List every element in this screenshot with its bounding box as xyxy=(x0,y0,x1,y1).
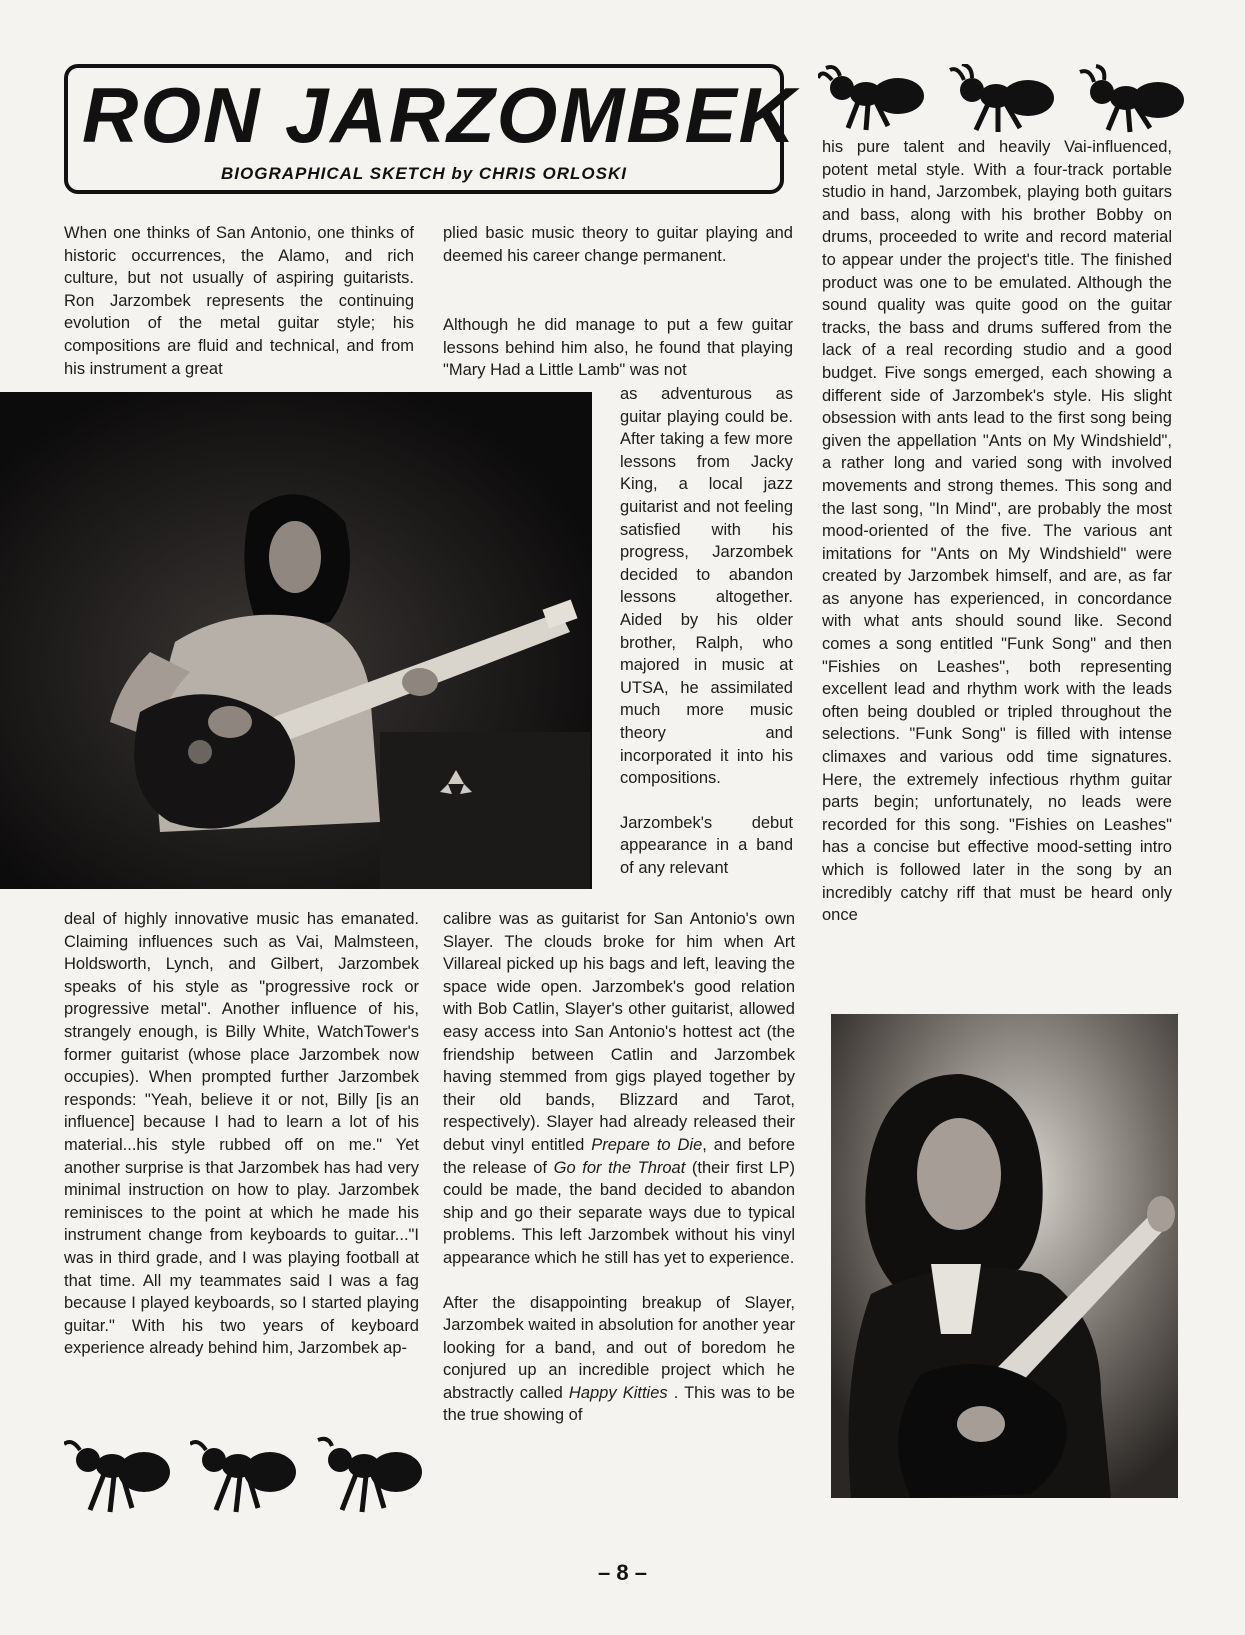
album-title-1: Prepare to Die xyxy=(591,1135,703,1154)
ant-icon xyxy=(948,64,1058,134)
col2-paragraph-1: plied basic music theory to guitar playing and deemed his career change permanent. xyxy=(443,224,793,265)
col2-paragraph-6: After the disappointing breakup of Slayer, Jarzombek waited in absolution for another year looking for a band, and out of boredom he conjured up an incredible project which he abstractly called Happy Kitties . This was to be the true showing of xyxy=(443,1293,795,1425)
col2-paragraph-4: Jarzombek's debut appearance in a band of any relevant xyxy=(620,813,793,877)
col2-narrow xyxy=(620,383,793,879)
ants-bottom xyxy=(64,1436,426,1516)
ant-icon xyxy=(64,1436,174,1516)
ant-icon xyxy=(818,64,928,134)
ant-icon xyxy=(190,1436,300,1516)
col2-top xyxy=(443,222,793,382)
page-title: RON JARZOMBEK xyxy=(82,71,798,159)
page-number: – 8 – xyxy=(598,1560,647,1585)
col2-paragraph-5: calibre was as guitarist for San Antonio's own Slayer. The clouds broke for him when Art Villareal picked up his bags and left, leaving the space wide open. Jarzombek's good relation with Bob Catlin, Slayer's other guitarist, allowed easy access into San Antonio's hottest act (the friendship between Catlin and Jarzombek having stemmed from gigs played together by their old bands, Blizzard and Tarot, respectively). Slayer had already released their debut vinyl entitled Prepare to Die, and before the release of Go for the Throat (their first LP) could be made, the band decided to abandon ship and go their separate ways due to typical problems. This left Jarzombek without his vinyl appearance which he still has yet to experience. xyxy=(443,910,795,1267)
ant-icon xyxy=(316,1436,426,1516)
byline: BIOGRAPHICAL SKETCH by CHRIS ORLOSKI xyxy=(221,164,627,183)
col3-text: his pure talent and heavily Vai-influenced, potent metal style. With a four-track portable studio in hand, Jarzombek, playing both guitars and bass, along with his brother Bobby on drums, proceeded to write and record material to appear under the project's title. The finished product was one to be emulated. Although the sound quality was quite good on the guitar tracks, the bass and drums suffered from the lack of a real recording studio and a good budget. Five songs emerged, each showing a different side of Jarzombek's style. His slight obsession with ants lead to the first song being given the appellation "Ants on My Windshield", a rather long and varied song with involved movements and strong themes. This song and the last song, "In Mind", are probably the most mood-oriented of the five. The various ant imitations for "Ants on My Windshield" were created by Jarzombek himself, and are, as far as anyone has experienced, in concordance with what ants should sound like. Second comes a song entitled "Funk Song" and then "Fishies on Leashes", both representing excellent lead and rhythm work with the leads often being doubled or tripled throughout the selections. "Funk Song" is filled with intense climaxes and various odd time signatures. Here, the extremely infectious rhythm guitar parts begin; unfortunately, no leads were recorded for this song. "Fishies on Leashes" has a concise but effective mood-setting intro which is followed later in the song by an incredibly catchy riff that must be heard only once xyxy=(822,138,1172,925)
ant-icon xyxy=(1078,64,1188,134)
col1-top-text: When one thinks of San Antonio, one thinks of historic occurrences, the Alamo, and rich culture, but not usually of aspiring guitarists. Ron Jarzombek represents the continuing evolution of the metal guitar style; his compositions are fluid and technical, and from his instrument a great xyxy=(64,224,414,378)
ants-top xyxy=(818,64,1188,134)
portrait-photo xyxy=(831,1014,1178,1498)
concert-photo xyxy=(0,392,592,889)
album-title-2: Go for the Throat xyxy=(553,1158,686,1177)
col2-paragraph-2: Although he did manage to put a few guitar lessons behind him also, he found that playing "Mary Had a Little Lamb" was not xyxy=(443,316,793,380)
project-title: Happy Kitties xyxy=(568,1383,668,1402)
col1-bottom-text: deal of highly innovative music has emanated. Claiming influences such as Vai, Malmsteen, Holdsworth, Lynch, and Gilbert, Jarzombek speaks of his style as "progressive rock or progressive metal". Another influence of his, strangely enough, is Billy White, WatchTower's former guitarist (whose place Jarzombek now occupies). When prompted further Jarzombek responds: "Yeah, believe it or not, Billy [is an influence] because I had to learn a lot of his material...his style rubbed off on me." Yet another surprise is that Jarzombek has had very minimal instruction on how to play. Jarzombek reminisces to the point at which he made his instrument change from keyboards to guitar..."I was in third grade, and I was playing football at that time. All my teammates said I was a fag because I played keyboards, so I started playing guitar." With his two years of keyboard experience already behind him, Jarzombek ap- xyxy=(64,910,419,1358)
title-box xyxy=(64,64,798,194)
col2-bottom xyxy=(443,908,795,1427)
col2-paragraph-3: as adventurous as guitar playing could be. After taking a few more lessons from Jacky King, a local jazz guitarist and not feeling satisfied with his progress, Jarzombek decided to abandon lessons altogether. Aided by his older brother, Ralph, who majored in music at UTSA, he assimilated much more music theory and incorporated it into his compositions. xyxy=(620,385,793,788)
